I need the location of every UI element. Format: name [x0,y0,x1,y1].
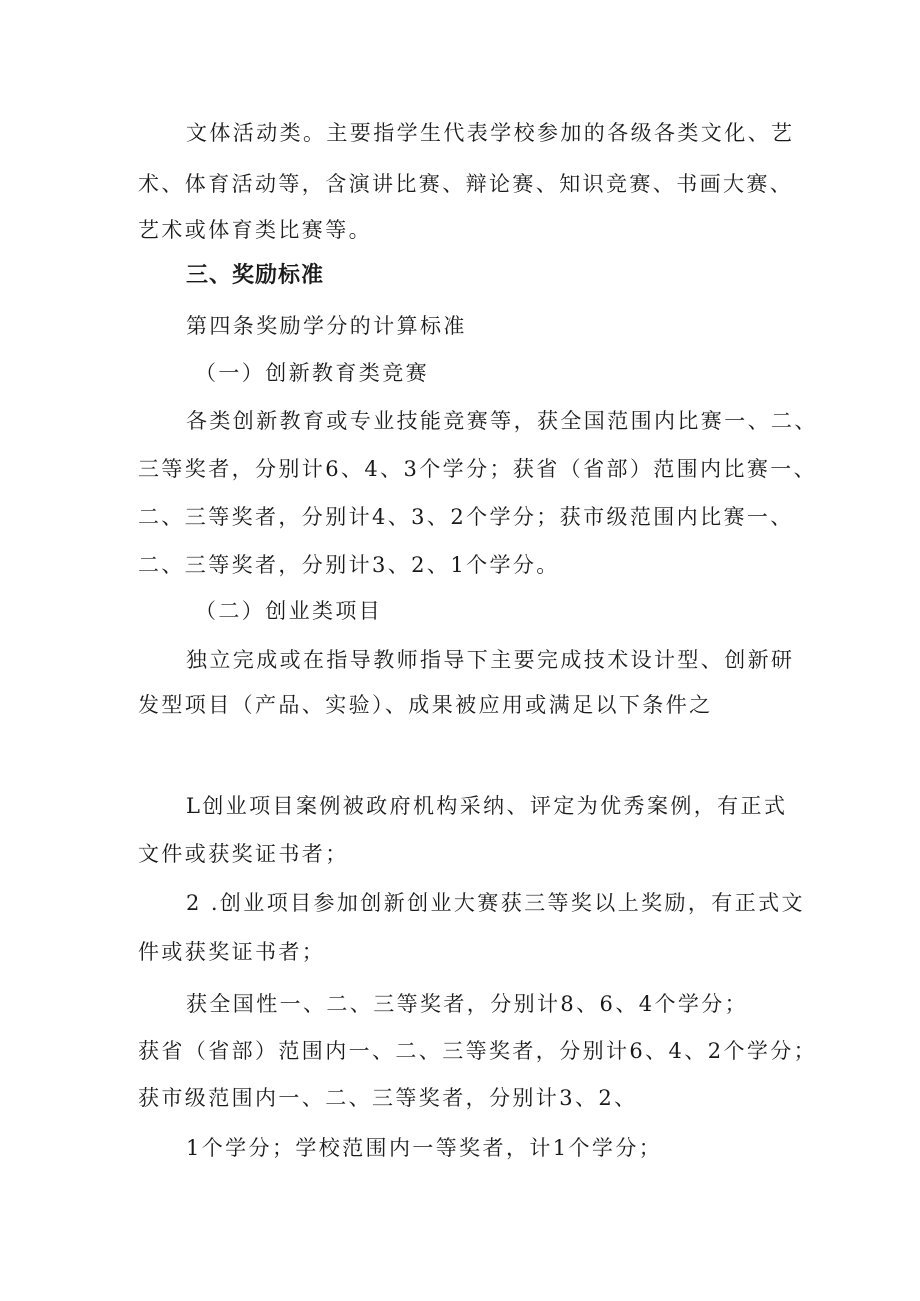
paragraph-line: 各类创新教育或专业技能竞赛等，获全国范围内比赛一、二、 [186,409,818,433]
list-item-line: L创业项目案例被政府机构采纳、评定为优秀案例，有正式 [186,794,788,818]
list-item-line: 2 .创业项目参加创新创业大赛获三等奖以上奖励，有正式文 [186,891,805,915]
paragraph-line: 二、三等奖者，分别计3、2、1个学分。 [138,553,560,577]
paragraph-line: 文体活动类。主要指学生代表学校参加的各级各类文化、艺 [186,121,795,145]
paragraph-line: 三等奖者，分别计6、4、3个学分；获省（省部）范围内比赛一、 [138,457,818,481]
paragraph-line: 获省（省部）范围内一、二、三等奖者，分别计6、4、2个学分； [138,1039,818,1063]
paragraph-line: 1个学分；学校范围内一等奖者，计1个学分； [186,1136,663,1160]
subsection-title: （一）创新教育类竞赛 [195,361,429,385]
article-title: 第四条奖励学分的计算标准 [186,314,467,338]
section-heading: 三、奖励标准 [186,263,325,288]
paragraph-line: 二、三等奖者，分别计4、3、2个学分；获市级范围内比赛一、 [138,505,794,529]
list-item-line: 文件或获奖证书者； [138,842,349,866]
paragraph-line: 获全国性一、二、三等奖者，分别计8、6、4个学分； [186,992,749,1016]
subsection-title: （二）创业类项目 [195,599,383,623]
paragraph-line: 独立完成或在指导教师指导下主要完成技术设计型、创新研 [186,648,795,672]
paragraph-line: 获市级范围内一、二、三等奖者，分别计3、2、 [138,1086,638,1110]
list-item-line: 件或获奖证书者； [138,940,326,964]
paragraph-line: 艺术或体育类比赛等。 [138,218,372,242]
paragraph-line: 术、体育活动等，含演讲比赛、辩论赛、知识竞赛、书画大赛、 [138,172,794,196]
paragraph-line: 发型项目（产品、实验）、成果被应用或满足以下条件之 [138,693,713,717]
